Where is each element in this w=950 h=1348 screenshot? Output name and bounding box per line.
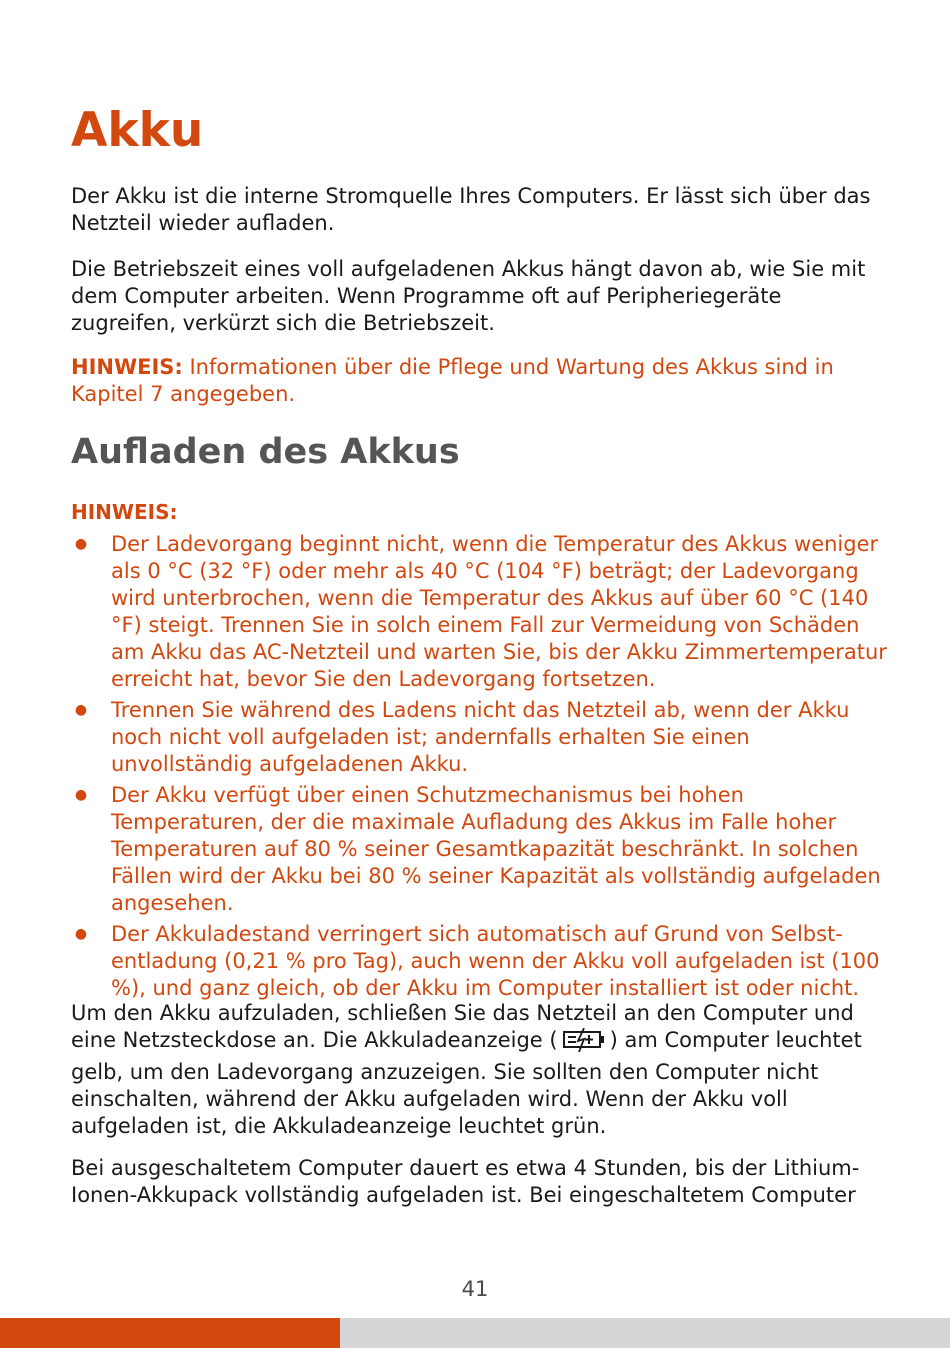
list-item-text: Der Akkuladestand verringert sich automatisch auf Grund von Selbst-entladung (0,21 % pro Tag), auch wenn der Akku voll aufgeladen ist (100 %), und ganz gleich, ob der Akku im Computer installiert ist oder nicht. xyxy=(111,922,880,1000)
bullet-icon: ● xyxy=(74,926,88,942)
intro-note-label: HINWEIS: xyxy=(71,355,183,379)
page-number: 41 xyxy=(461,1277,489,1301)
section-heading: Aufladen des Akkus xyxy=(71,432,460,472)
list-item xyxy=(71,921,891,1002)
bullet-icon: ● xyxy=(74,702,88,718)
charging-paragraph xyxy=(71,1000,886,1140)
list-item xyxy=(71,697,891,778)
charging-time-paragraph: Bei ausgeschaltetem Computer dauert es etwa 4 Stunden, bis der Lithium-Ionen-Akkupack vollständig aufgeladen ist. Bei eingeschaltetem Computer xyxy=(71,1156,860,1207)
list-item xyxy=(71,782,891,917)
bullet-icon: ● xyxy=(74,787,88,803)
list-item-text: Der Akku verfügt über einen Schutzmechanismus bei hohen Temperaturen, der die maximale Aufladung des Akkus im Falle hoher Temperaturen auf 80 % seiner Gesamtkapazität beschränkt. In solchen Fällen wird der Akku bei 80 % seiner Kapazität als vollständig aufgeladen angesehen. xyxy=(111,783,881,915)
battery-charging-icon xyxy=(562,1028,606,1059)
note-list xyxy=(71,531,891,1006)
list-item-text: Der Ladevorgang beginnt nicht, wenn die Temperatur des Akkus weniger als 0 °C (32 °F) oder mehr als 40 °C (104 °F) beträgt; der Ladevorgang wird unterbrochen, wenn die Temperatur des Akkus auf über 60 °C (140 °F) steigt. Trennen Sie in solch einem Fall zur Vermeidung von Schäden am Akku das AC-Netzteil und warten Sie, bis der Akku Zimmertemperatur erreicht hat, bevor Sie den Ladevorgang fortsetzen. xyxy=(111,532,887,691)
intro-paragraph-2: Die Betriebszeit eines voll aufgeladenen Akkus hängt davon ab, wie Sie mit dem Computer arbeiten. Wenn Programme oft auf Peripheriegeräte zugreifen, verkürzt sich die Betriebszeit. xyxy=(71,257,866,335)
charging-text-end: ) am Computer leuchtet gelb, um den Ladevorgang anzuzeigen. Sie sollten den Computer nicht einschalten, während der Akku aufgeladen wird. Wenn der Akku voll aufgeladen ist, die Akkuladeanzeige leuchtet grün. xyxy=(71,1028,862,1138)
intro-paragraph-1: Der Akku ist die interne Stromquelle Ihres Computers. Er lässt sich über das Netzteil wieder aufladen. xyxy=(71,184,871,235)
intro-note-text: Informationen über die Pflege und Wartung des Akkus sind in Kapitel 7 angegeben. xyxy=(71,355,834,406)
footer-grey-bar xyxy=(340,1318,950,1348)
list-item-text: Trennen Sie während des Ladens nicht das Netzteil ab, wenn der Akku noch nicht voll aufgeladen ist; andernfalls erhalten Sie einen unvollständig aufgeladenen Akku. xyxy=(111,698,850,776)
intro-note xyxy=(71,354,886,408)
page-title: Akku xyxy=(71,103,204,158)
bullet-icon: ● xyxy=(74,536,88,552)
charging-text-start: Um den Akku aufzuladen, schließen Sie das Netzteil an den Computer und eine Netzsteckdose an. Die Akkuladeanzeige ( xyxy=(71,1001,854,1052)
section-note-label: HINWEIS: xyxy=(71,500,178,524)
footer-accent-bar xyxy=(0,1318,340,1348)
list-item xyxy=(71,531,891,693)
